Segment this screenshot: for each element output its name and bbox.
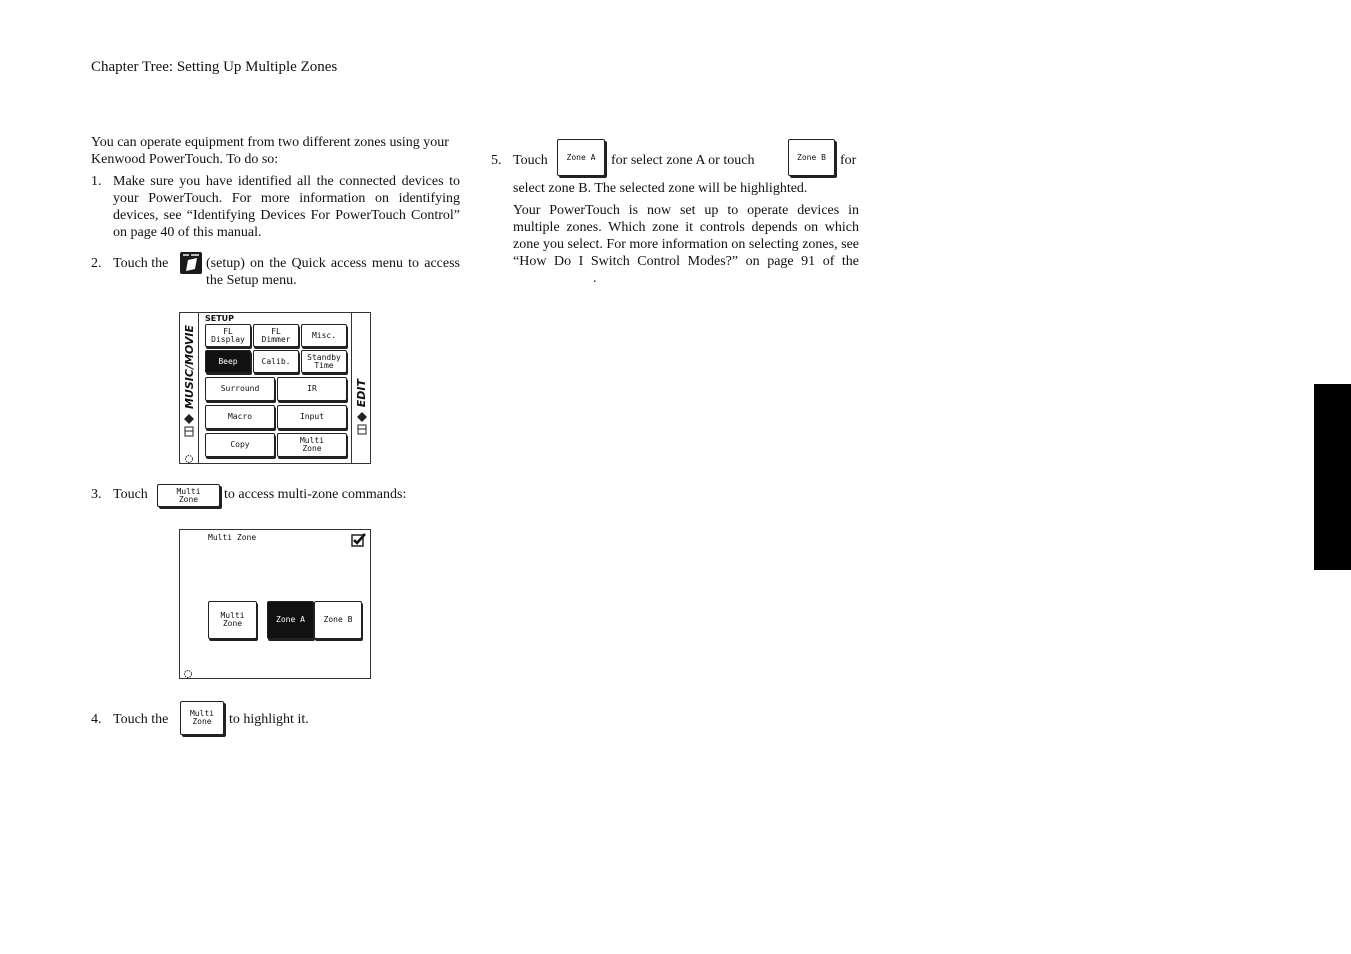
step-1-number: 1. — [91, 174, 102, 189]
left-gear-icon — [184, 451, 194, 461]
zone-a-button[interactable]: Zone A — [267, 601, 314, 639]
ir-button[interactable]: IR — [277, 377, 347, 401]
standby-time-button[interactable]: Standby Time — [301, 350, 347, 373]
multi-zone-inline-button[interactable]: Multi Zone — [157, 484, 220, 507]
right-nav-icon — [356, 411, 368, 436]
edit-label: EDIT — [355, 379, 368, 408]
step-5-post: for — [840, 153, 857, 168]
right-divider — [351, 313, 352, 463]
music-movie-label: MUSIC/MOVIE — [183, 325, 196, 410]
step-5-pre: Touch — [513, 153, 548, 168]
left-nav-icon — [183, 413, 195, 438]
setup-screen — [179, 312, 371, 464]
chapter-thumb-tab — [1314, 384, 1351, 570]
multi-zone-toggle-button[interactable]: Multi Zone — [208, 601, 257, 639]
step-3-number: 3. — [91, 487, 102, 502]
step-2-post: (setup) on the Quick access menu to access the Setup menu. — [206, 256, 460, 288]
step-4-post: to highlight it. — [229, 712, 309, 727]
intro-text: You can operate equipment from two different zones using your Kenwood PowerTouch. To do so: — [91, 135, 449, 167]
copy-button[interactable]: Copy — [205, 433, 275, 457]
step-5-number: 5. — [491, 153, 502, 168]
gear-icon — [183, 666, 193, 676]
zone-b-inline-button[interactable]: Zone B — [788, 139, 835, 176]
multi-zone-screen — [179, 529, 371, 679]
macro-button[interactable]: Macro — [205, 405, 275, 429]
step-5-paragraph-text: Your PowerTouch is now set up to operate devices in multiple zones. Which zone it controls depends on which zone you select. For more information on selecting zones, see “How Do I Switch Control Modes?” on page 91 of the — [513, 203, 859, 269]
page-header: Chapter Tree: Setting Up Multiple Zones — [91, 59, 338, 75]
step-2-number: 2. — [91, 256, 102, 271]
fl-display-button[interactable]: FL Display — [205, 324, 251, 347]
step-5-paragraph-end: . — [593, 271, 597, 286]
step-5-mid: for select zone A or touch — [611, 153, 755, 168]
zone-a-inline-button[interactable]: Zone A — [557, 139, 605, 176]
multi-zone-screen-title: Multi Zone — [208, 533, 257, 542]
checkmark-icon[interactable] — [351, 533, 366, 547]
step-5-line2: select zone B. The selected zone will be highlighted. — [513, 181, 808, 196]
step-2-pre: Touch the — [113, 256, 169, 271]
zone-b-button[interactable]: Zone B — [314, 601, 362, 639]
calib-button[interactable]: Calib. — [253, 350, 299, 373]
left-divider — [198, 313, 199, 463]
fl-dimmer-button[interactable]: FL Dimmer — [253, 324, 299, 347]
misc-button[interactable]: Misc. — [301, 324, 347, 347]
step-3-post: to access multi-zone commands: — [224, 487, 407, 502]
step-5-paragraph — [513, 202, 859, 287]
step-1-text: Make sure you have identified all the connected devices to your PowerTouch. For more information on identifying devices, see “Identifying Devices For PowerTouch Control” on page 40 of this manual. — [113, 174, 460, 240]
setup-title: SETUP — [205, 314, 235, 323]
input-button[interactable]: Input — [277, 405, 347, 429]
step-4-pre: Touch the — [113, 712, 169, 727]
beep-button[interactable]: Beep — [205, 350, 251, 373]
setup-icon — [180, 252, 202, 274]
multi-zone-inline-button-2[interactable]: Multi Zone — [180, 701, 224, 735]
multi-zone-button[interactable]: Multi Zone — [277, 433, 347, 457]
step-4-number: 4. — [91, 712, 102, 727]
surround-button[interactable]: Surround — [205, 377, 275, 401]
step-3-pre: Touch — [113, 487, 148, 502]
